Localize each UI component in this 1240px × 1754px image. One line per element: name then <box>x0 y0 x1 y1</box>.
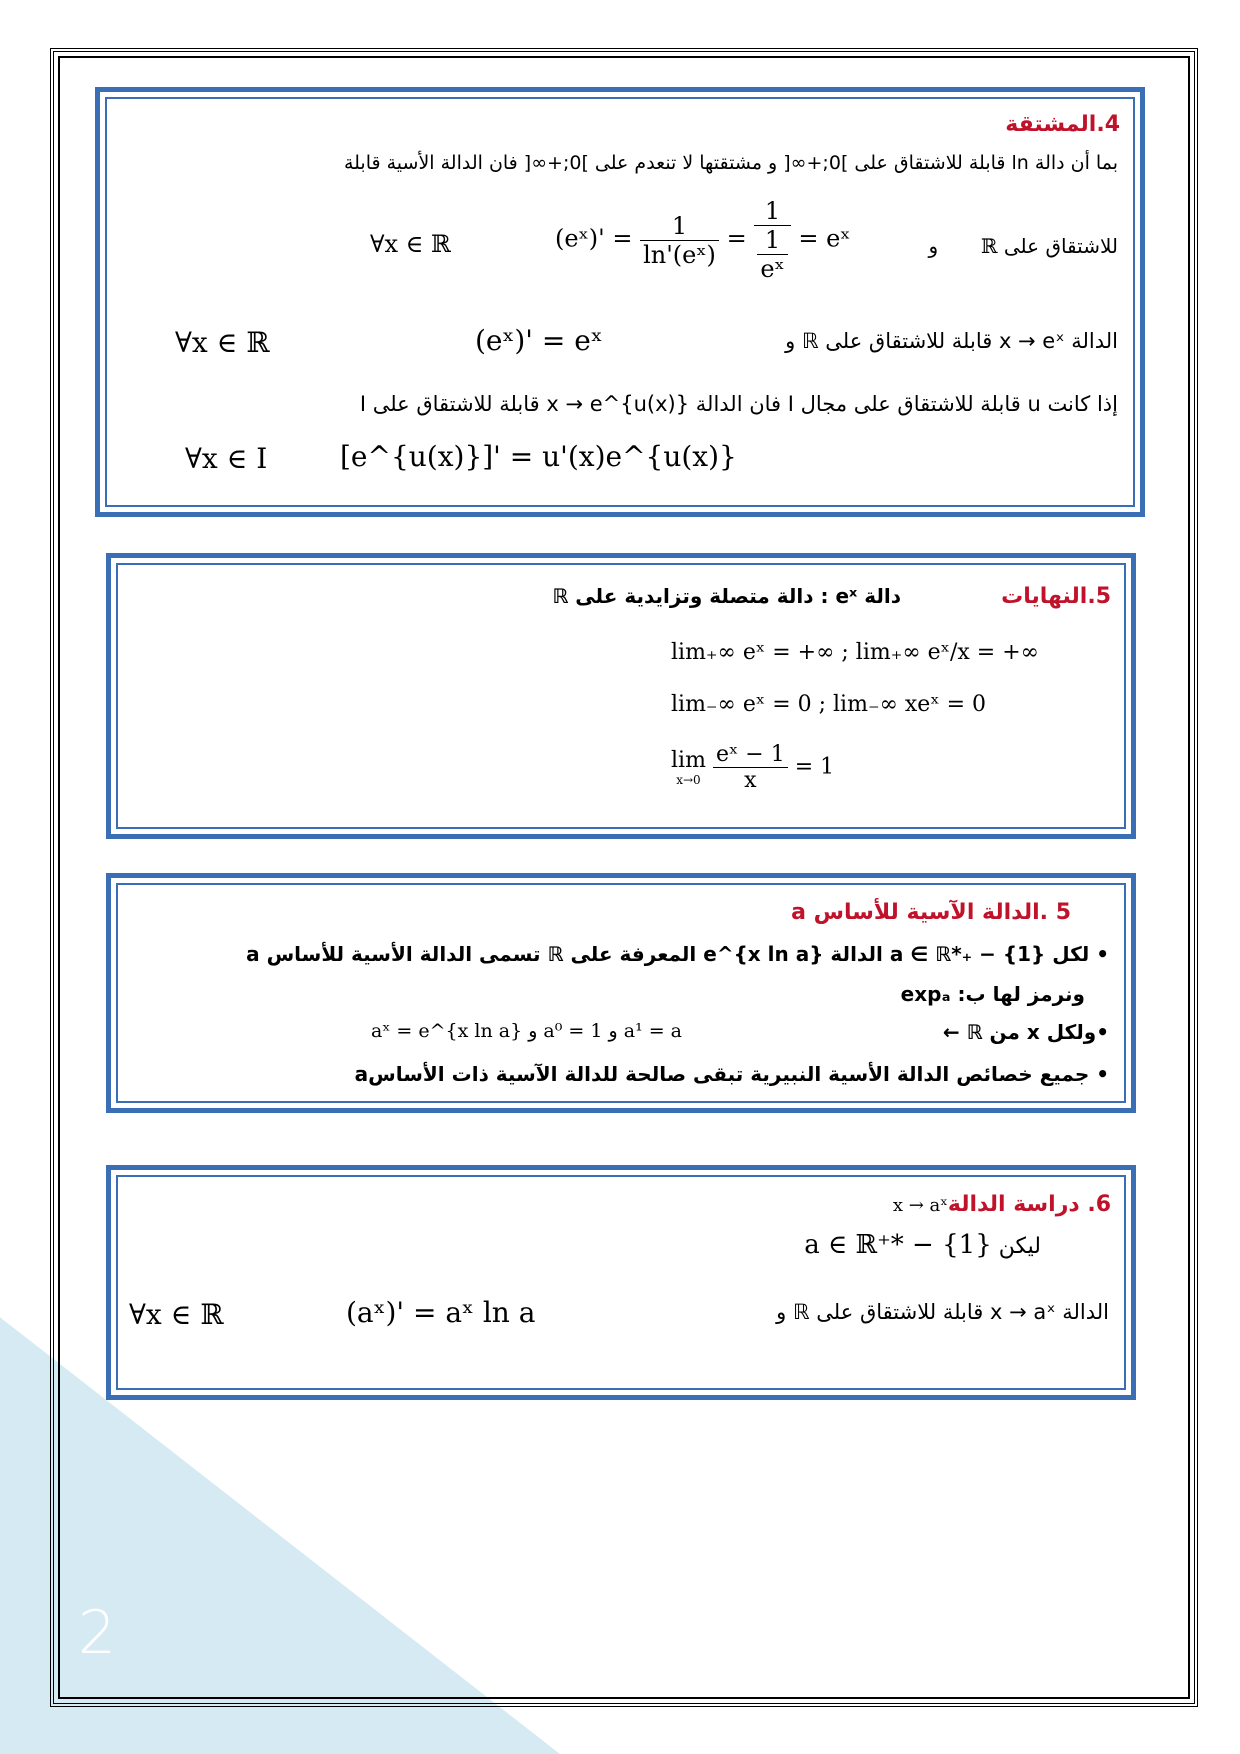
derivative-formula: (eˣ)' = eˣ <box>475 324 603 357</box>
formula-part: = 1 <box>794 754 835 780</box>
fraction <box>757 226 787 283</box>
formula-line: aˣ = e^{x ln a} و a⁰ = 1 و a¹ = a <box>371 1020 683 1042</box>
limit-line: lim₋∞ eˣ = 0 ; lim₋∞ xeˣ = 0 <box>671 692 987 717</box>
text-segment: للاشتقاق على <box>1003 234 1118 258</box>
text-segment: و <box>928 234 939 258</box>
subtitle: دالة eˣ : دالة متصلة وتزايدية على ℝ <box>552 584 901 608</box>
numerator: eˣ − 1 <box>713 742 788 768</box>
numerator: 1 <box>640 212 719 241</box>
quantifier: ∀x ∈ ℝ <box>370 230 451 258</box>
page-number: 2 <box>78 1598 117 1668</box>
bullet-text: ولكل x من ℝ ← <box>942 1020 1097 1044</box>
quantifier: ∀x ∈ I <box>185 442 268 475</box>
bullet-text: لكل a ∈ ℝ*₊ − {1} الدالة e^{x ln a} المعرفة على ℝ تسمى الدالة الأسية للأساس a <box>246 942 1090 966</box>
math-expression: a ∈ ℝ⁺* − {1} <box>804 1230 992 1260</box>
text-line: الدالة x → aˣ قابلة للاشتقاق على ℝ و <box>776 1300 1109 1324</box>
lim-word: lim <box>671 748 706 773</box>
text-line: بما أن دالة ln قابلة للاشتقاق على ]0;+∞[ و مشتقتها لا تنعدم على ]0;+∞[ فان الدالة الأسية قابلة <box>343 152 1118 174</box>
fraction <box>713 742 788 793</box>
text-line <box>928 234 1118 258</box>
fraction <box>754 197 790 283</box>
section-limits <box>106 553 1136 839</box>
limit-line <box>671 742 834 793</box>
section-title <box>893 1192 1111 1217</box>
section-title: 4.المشتقة <box>1005 112 1120 137</box>
section-derivative <box>95 87 1145 517</box>
title-text: 6. دراسة الدالة <box>947 1192 1111 1217</box>
formula-part: = <box>726 224 747 253</box>
text-segment: ليكن <box>998 1234 1041 1259</box>
numerator: 1 <box>754 197 790 226</box>
text-line: الدالة x → eˣ قابلة للاشتقاق على ℝ و <box>785 329 1118 353</box>
text-line: ونرمز لها ب: expₐ <box>900 982 1085 1006</box>
lim-subscript: x→0 <box>676 773 701 787</box>
lim-operator <box>671 748 706 787</box>
math-symbol: ℝ <box>980 234 998 258</box>
section-title: 5 .الدالة الآسية للأساس a <box>791 900 1071 925</box>
limit-line: lim₊∞ eˣ = +∞ ; lim₊∞ eˣ/x = +∞ <box>671 640 1039 665</box>
text-line <box>804 1230 1041 1260</box>
bullet-item: • لكل a ∈ ℝ*₊ − {1} الدالة e^{x ln a} المعرفة على ℝ تسمى الدالة الأسية للأساس a <box>246 942 1109 966</box>
section-exponential-base <box>106 873 1136 1113</box>
numerator: 1 <box>757 226 787 255</box>
denominator <box>754 226 790 283</box>
formula-part: = eˣ <box>798 224 851 253</box>
formula-part: (eˣ)' = <box>555 224 633 253</box>
section-function-study <box>106 1165 1136 1400</box>
denominator: eˣ <box>760 255 785 283</box>
bullet-item: •ولكل x من ℝ ← <box>942 1020 1109 1044</box>
denominator: ln'(eˣ) <box>643 240 716 269</box>
derivative-formula <box>555 197 850 283</box>
quantifier: ∀x ∈ ℝ <box>129 1298 224 1331</box>
text-line: إذا كانت u قابلة للاشتقاق على مجال I فان الدالة x → e^{u(x)} قابلة للاشتقاق على I <box>359 392 1118 416</box>
section-title: 5.النهايات <box>1001 584 1111 609</box>
quantifier: ∀x ∈ ℝ <box>175 326 270 359</box>
denominator: x <box>744 768 757 793</box>
bullet-text: جميع خصائص الدالة الأسية النبيرية تبقى صالحة للدالة الآسية ذات الأساسa <box>354 1062 1090 1086</box>
title-math: x → aˣ <box>892 1195 948 1216</box>
fraction <box>640 212 719 269</box>
bullet-item: • جميع خصائص الدالة الأسية النبيرية تبقى صالحة للدالة الآسية ذات الأساسa <box>354 1062 1109 1086</box>
derivative-formula: [e^{u(x)}]' = u'(x)e^{u(x)} <box>340 440 737 473</box>
derivative-formula: (aˣ)' = aˣ ln a <box>346 1296 536 1329</box>
